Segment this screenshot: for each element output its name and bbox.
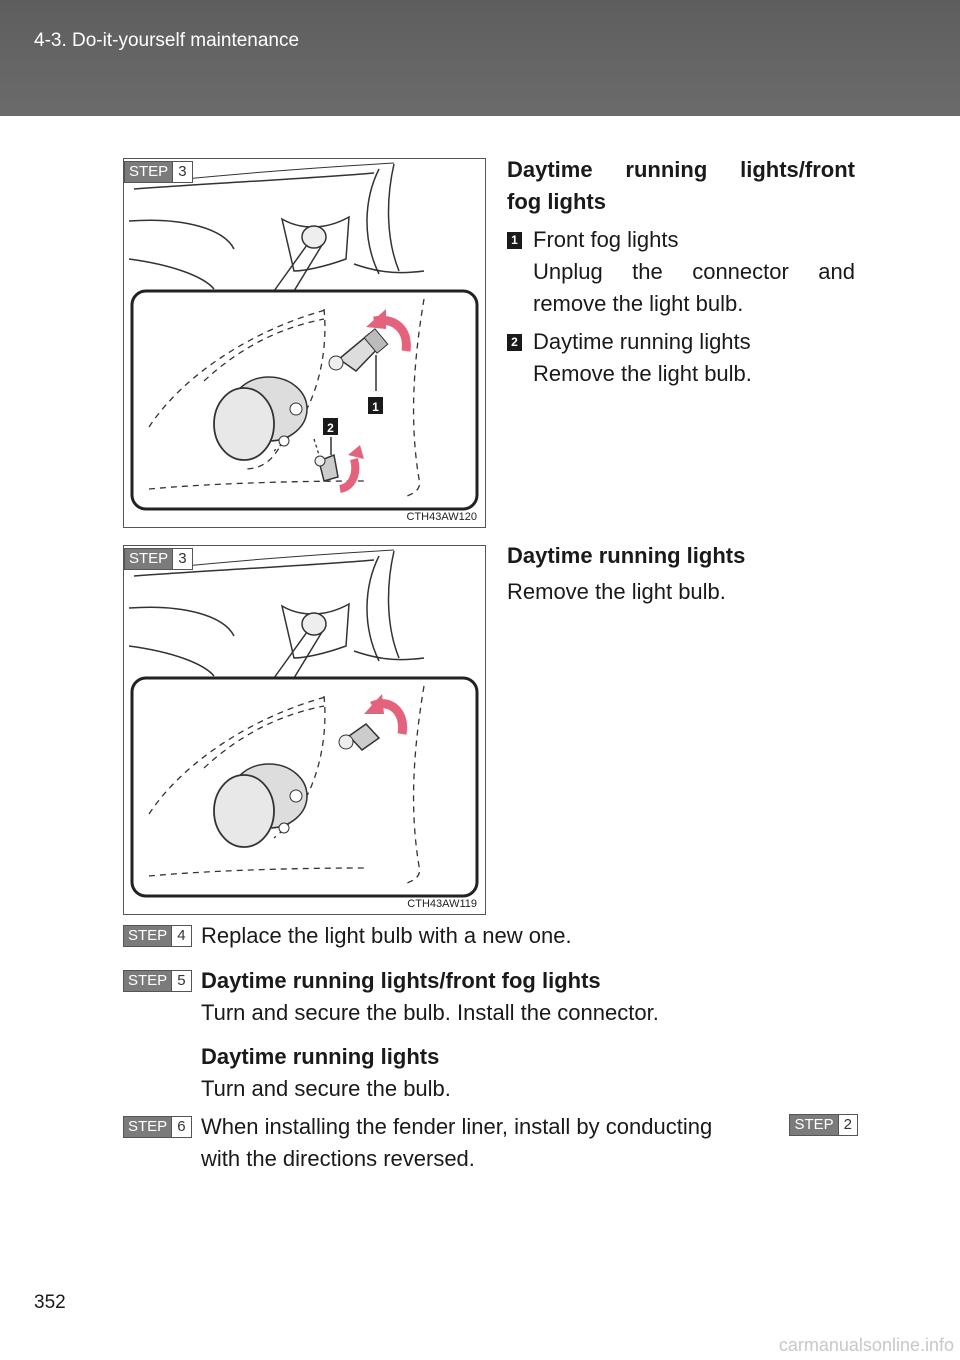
page-number: 352: [34, 1292, 66, 1313]
step-badge-label: STEP: [125, 549, 172, 569]
figure1-code: CTH43AW120: [406, 511, 477, 523]
step-5-text1: Turn and secure the bulb. Install the connector.: [201, 1000, 659, 1025]
figure-fog-and-drl: [123, 158, 486, 528]
step-6-badge: [123, 1116, 192, 1138]
step-4-badge: [123, 925, 192, 947]
step-badge-number: 3: [172, 549, 191, 569]
section1-title-line2: fog lights: [507, 189, 606, 214]
item-desc-line1: Remove the light bulb.: [533, 361, 752, 386]
item-desc-line2: remove the light bulb.: [533, 291, 744, 316]
section1-title-line1: Daytime running lights/front: [507, 157, 855, 182]
item-number-badge: 2: [507, 334, 522, 351]
step-5-body: [201, 965, 858, 1105]
step-badge-number: 3: [172, 162, 191, 182]
page-header: [0, 0, 960, 116]
section1-item-2: [507, 326, 855, 390]
step-5-badge: [123, 970, 192, 992]
step-5-text2: Turn and secure the bulb.: [201, 1076, 451, 1101]
item-title: Daytime running lights: [533, 329, 751, 354]
step-badge-label: STEP: [790, 1115, 837, 1135]
section2-text: [507, 540, 855, 608]
step-badge-label: STEP: [124, 1117, 171, 1137]
step-4-text: Replace the light bulb with a new one.: [201, 923, 572, 948]
step-badge-number: 5: [171, 971, 190, 991]
step-6-line1: [201, 1111, 858, 1143]
figure2-code: CTH43AW119: [407, 898, 477, 910]
step-badge-label: STEP: [125, 162, 172, 182]
step-6-ref-badge: [789, 1114, 858, 1136]
section2-title: Daytime running lights: [507, 543, 746, 568]
section2-desc: Remove the light bulb.: [507, 579, 726, 604]
item-desc-line1: Unplug the connector and: [533, 259, 855, 284]
callout-1-label: 1: [372, 400, 379, 414]
illustration-fog-and-drl: [124, 159, 485, 527]
section1-item-1: [507, 224, 855, 320]
step-badge-label: STEP: [124, 926, 171, 946]
step-5-heading1: Daytime running lights/front fog lights: [201, 968, 601, 993]
figure2-step-badge: [124, 548, 193, 570]
step-5-heading2: Daytime running lights: [201, 1044, 440, 1069]
step-badge-label: STEP: [124, 971, 171, 991]
callout-2-label: 2: [327, 421, 334, 435]
step-badge-number: 4: [171, 926, 190, 946]
step-6-text-line2: with the directions reversed.: [201, 1146, 475, 1171]
section-title: 4-3. Do-it-yourself maintenance: [34, 30, 300, 51]
figure1-step-badge: [124, 161, 193, 183]
step-badge-number: 6: [171, 1117, 190, 1137]
watermark: carmanualsonline.info: [778, 1335, 954, 1355]
illustration-drl: [124, 546, 485, 914]
figure-drl: [123, 545, 486, 915]
section1-text: [507, 154, 855, 390]
step-6-body: [201, 1111, 858, 1175]
item-number-badge: 1: [507, 232, 522, 249]
step-badge-number: 2: [838, 1115, 857, 1135]
step-6-text-line1: When installing the fender liner, install by conducting: [201, 1114, 713, 1139]
item-title: Front fog lights: [533, 227, 679, 252]
